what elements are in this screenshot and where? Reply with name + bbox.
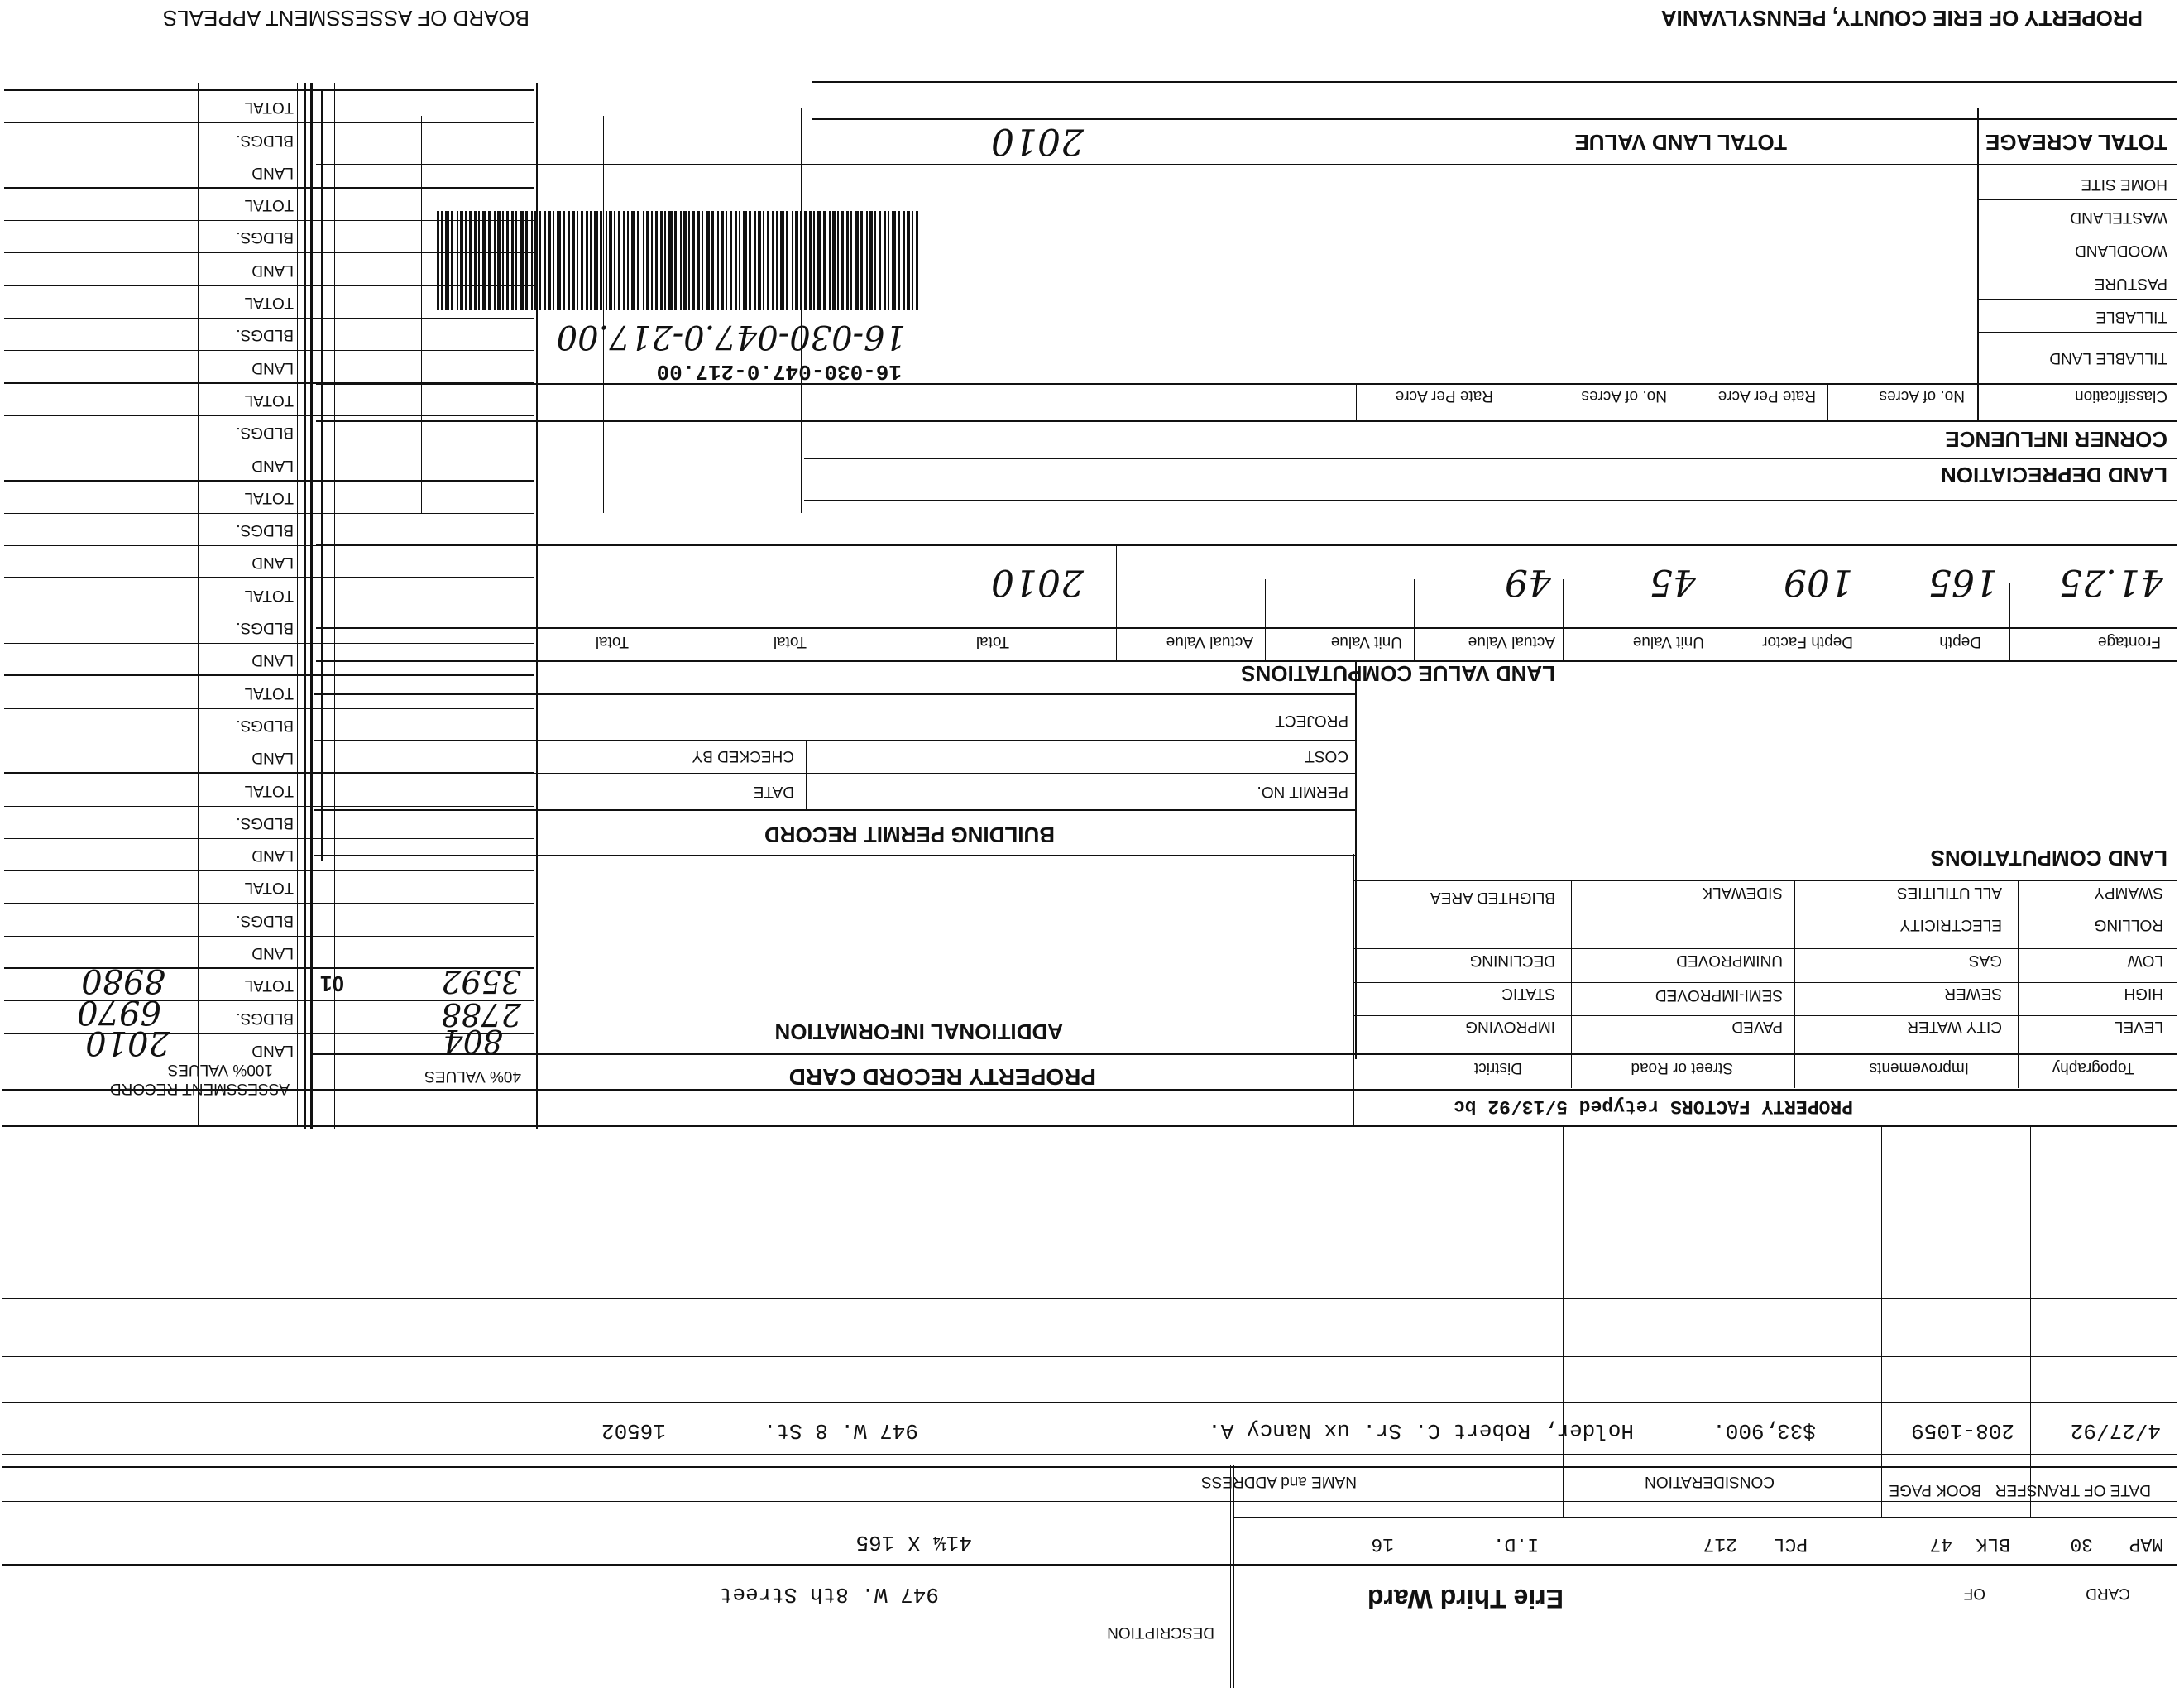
- barcode-bar: [627, 211, 629, 310]
- assessment-row-label: BLDGS.: [236, 911, 294, 929]
- lv-col-total-2: Total: [773, 633, 807, 650]
- assessment-row-label: TOTAL: [244, 488, 294, 506]
- property-factors-title: PROPERTY FACTORS retyped 5/13/92 bc: [1453, 1096, 1853, 1117]
- assessment-row-label: TOTAL: [244, 586, 294, 604]
- street-paved: PAVED: [1731, 1018, 1783, 1035]
- id-label: I.D.: [1492, 1533, 1539, 1555]
- barcode-bar: [643, 211, 644, 310]
- barcode-bar: [869, 211, 873, 310]
- acreage-row-woodland: WOODLAND: [2075, 242, 2167, 259]
- barcode-bar: [879, 211, 881, 310]
- barcode-bar: [660, 211, 663, 310]
- street-unimproved: UNIMPROVED: [1676, 952, 1783, 969]
- assessment-row-label: LAND: [251, 163, 294, 181]
- barcode-bar: [525, 211, 528, 310]
- barcode-bar: [482, 211, 486, 310]
- transfer-date: 4/27/92: [2070, 1418, 2161, 1443]
- permit-cost-label: COST: [1305, 747, 1348, 765]
- barcode-bar: [465, 211, 467, 310]
- barcode-bar: [786, 211, 788, 310]
- barcode-bar: [916, 211, 918, 310]
- barcode-bar: [743, 211, 747, 310]
- depth-value: 165: [1928, 561, 1998, 603]
- impr-sewer: SEWER: [1944, 985, 2002, 1002]
- card-of-label: OF: [1963, 1585, 1985, 1602]
- barcode-bar: [692, 211, 695, 310]
- assessment-record-label: ASSESSMENT RECORD: [109, 1080, 290, 1097]
- impr-all-utilities: ALL UTILITIES: [1896, 884, 2002, 901]
- building-permit-record-title: BUILDING PERMIT RECORD: [764, 822, 1055, 847]
- barcode-bar: [767, 211, 769, 310]
- lot-dimensions: 41¼ X 165: [855, 1530, 972, 1555]
- barcode-bar: [800, 211, 802, 310]
- barcode-bar: [776, 211, 778, 310]
- assessment-row-label: TOTAL: [244, 294, 294, 312]
- barcode-bar: [841, 211, 844, 310]
- barcode-bar: [445, 211, 449, 310]
- district-blighted: BLIGHTED AREA: [1430, 889, 1555, 906]
- transfer-address: 947 W. 8 St.: [763, 1418, 918, 1443]
- additional-information-title: ADDITIONAL INFORMATION: [774, 1019, 1063, 1044]
- barcode-bar: [606, 211, 607, 310]
- factor-heading-improvements: Improvements: [1869, 1059, 1969, 1077]
- assessment-row-label: LAND: [251, 1042, 294, 1059]
- ward-name: Erie Third Ward: [1367, 1584, 1564, 1614]
- acreage-row-pasture: PASTURE: [2094, 275, 2167, 292]
- acreage-col-classification: Classification: [2075, 387, 2167, 405]
- assessment-row-label: LAND: [251, 651, 294, 669]
- values-40-label: 40% VALUES: [424, 1067, 521, 1085]
- transfer-heading-consideration: CONSIDERATION: [1645, 1473, 1774, 1490]
- barcode-bar: [903, 211, 905, 310]
- barcode-bar: [572, 211, 575, 310]
- lv-col-total-1: Total: [975, 633, 1009, 650]
- transfer-heading-name: NAME and ADDRESS: [1201, 1473, 1357, 1490]
- barcode-bar: [651, 211, 653, 310]
- barcode-bar: [568, 211, 570, 310]
- barcode-bar: [683, 211, 687, 310]
- barcode-bar: [749, 211, 751, 310]
- barcode-bar: [721, 211, 724, 310]
- assessment-row-label: LAND: [251, 456, 294, 474]
- lv-col-actual-value-2: Actual Value: [1166, 633, 1253, 650]
- barcode-bar: [600, 211, 602, 310]
- barcode-bar: [795, 211, 798, 310]
- topo-high: HIGH: [2124, 985, 2163, 1002]
- barcode-bar: [846, 211, 849, 310]
- assessment-row-line: [4, 253, 534, 254]
- assessment-bldgs: 6970: [77, 993, 161, 1031]
- assessment-row-line: [4, 285, 534, 286]
- barcode-bar: [823, 211, 826, 310]
- topo-rolling: ROLLING: [2094, 916, 2163, 933]
- barcode-bar: [655, 211, 658, 310]
- assessment-row-label: TOTAL: [244, 976, 294, 995]
- topo-level: LEVEL: [2114, 1018, 2163, 1035]
- barcode-bar: [637, 211, 639, 310]
- assessment-row-line: [4, 187, 534, 189]
- values-100-label: 100% VALUES: [167, 1061, 273, 1078]
- assessment-row-line: [4, 1000, 534, 1001]
- corner-influence-label: CORNER INFLUENCE: [1945, 427, 2167, 452]
- lv-col-total-3: Total: [595, 633, 629, 650]
- district-static: STATIC: [1502, 985, 1555, 1002]
- barcode-bar: [511, 211, 514, 310]
- barcode-bar: [706, 211, 710, 310]
- impr-gas: GAS: [1968, 952, 2002, 969]
- assessment-row-line: [4, 513, 534, 514]
- barcode-bar: [581, 211, 583, 310]
- land-value-computations-title: LAND VALUE COMPUTATIONS: [1241, 661, 1555, 686]
- assessment-row-label: BLDGS.: [236, 131, 294, 149]
- barcode-bar: [515, 211, 517, 310]
- assessment-row-line: [4, 1033, 534, 1034]
- barcode-bar: [531, 211, 533, 310]
- total-land-value-label: TOTAL LAND VALUE: [1574, 130, 1787, 155]
- barcode-bar: [874, 211, 876, 310]
- assessment-row-line: [4, 708, 534, 709]
- assessment-row-line: [4, 772, 534, 774]
- assessment-row-label: BLDGS.: [236, 228, 294, 247]
- barcode-bar: [866, 211, 868, 310]
- barcode-bar: [586, 211, 588, 310]
- street-sidewalk: SIDEWALK: [1702, 884, 1783, 901]
- id-value: 16: [1371, 1533, 1394, 1555]
- assessment-row-line: [4, 122, 534, 123]
- depth-factor-value: 109: [1784, 561, 1853, 603]
- actual-value-value: 49: [1505, 561, 1551, 603]
- acreage-row-tillable: TILLABLE: [2095, 308, 2167, 325]
- land-total-value: 2010: [991, 561, 1084, 603]
- transfer-book-page: 208-1059: [1911, 1418, 2014, 1443]
- barcode-bar: [884, 211, 886, 310]
- lv-col-depth-factor: Depth Factor: [1762, 633, 1853, 650]
- barcode-bar: [544, 211, 546, 310]
- barcode-bar: [494, 211, 496, 310]
- assessment-row-label: LAND: [251, 554, 294, 572]
- parcel-number-handwritten: 16-030-047.0-217.00: [556, 318, 906, 356]
- barcode-bar: [697, 211, 700, 310]
- barcode-bar: [614, 211, 615, 310]
- assessment-row-line: [4, 643, 534, 644]
- assessment-row-label: BLDGS.: [236, 1009, 294, 1027]
- values-40-code: 01: [320, 971, 344, 996]
- transfer-heading-book: BOOK PAGE: [1889, 1481, 1981, 1499]
- land-computations-title: LAND COMPUTATIONS: [1930, 846, 2167, 870]
- barcode-bar: [664, 211, 666, 310]
- parcel-barcode: [430, 211, 918, 310]
- permit-project-label: PROJECT: [1275, 712, 1348, 729]
- assessment-row-line: [4, 89, 534, 91]
- barcode-bar: [577, 211, 578, 310]
- assessment-row-label: BLDGS.: [236, 717, 294, 734]
- barcode-bar: [758, 211, 761, 310]
- barcode-bar: [813, 211, 815, 310]
- barcode-bar: [711, 211, 714, 310]
- assessment-row-label: LAND: [251, 846, 294, 865]
- map-label: MAP: [2129, 1533, 2163, 1555]
- parcel-number-typed: 16-030-047.0-217.00: [656, 359, 902, 384]
- factor-heading-street: Street or Road: [1631, 1059, 1733, 1077]
- assessment-row-line: [4, 936, 534, 937]
- topo-low: LOW: [2127, 952, 2163, 969]
- barcode-bar: [590, 211, 592, 310]
- barcode-bar: [553, 211, 554, 310]
- card-label: CARD: [2086, 1585, 2130, 1602]
- barcode-bar: [735, 211, 737, 310]
- barcode-bar: [460, 211, 463, 310]
- unit-value-value: 45: [1650, 561, 1696, 603]
- assessment-row-line: [4, 415, 534, 416]
- assessment-row-label: TOTAL: [244, 196, 294, 214]
- barcode-bar: [763, 211, 764, 310]
- transfer-name: Holder, Robert C. Sr. ux Nancy A.: [1208, 1418, 1634, 1443]
- barcode-bar: [563, 211, 565, 310]
- barcode-bar: [680, 211, 682, 310]
- description-label: DESCRIPTION: [1107, 1623, 1214, 1641]
- assessment-row-label: BLDGS.: [236, 326, 294, 344]
- assessment-row-label: BLDGS.: [236, 619, 294, 637]
- permit-date-label: DATE: [753, 783, 794, 800]
- assessment-row-label: TOTAL: [244, 879, 294, 897]
- barcode-bar: [780, 211, 784, 310]
- assessment-land: 2010: [85, 1024, 170, 1062]
- barcode-bar: [609, 211, 612, 310]
- frontage-value: 41.25: [2059, 561, 2163, 603]
- blk-value: 47: [1929, 1533, 1952, 1555]
- barcode-bar: [474, 211, 477, 310]
- acreage-col-acres-1: No. of Acres: [1879, 387, 1965, 405]
- barcode-bar: [792, 211, 793, 310]
- total-acreage-label: TOTAL ACREAGE: [1985, 130, 2167, 155]
- assessment-row-label: BLDGS.: [236, 424, 294, 442]
- barcode-bar: [888, 211, 889, 310]
- barcode-bar: [520, 211, 524, 310]
- barcode-bar: [437, 211, 439, 310]
- barcode-bar: [832, 211, 836, 310]
- topo-swampy: SWAMPY: [2094, 884, 2163, 901]
- assessment-total: 8980: [81, 961, 165, 1000]
- assessment-row-line: [4, 870, 534, 871]
- assessment-row-label: BLDGS.: [236, 521, 294, 539]
- barcode-bar: [478, 211, 480, 310]
- transfer-zip: 16502: [601, 1418, 666, 1443]
- barcode-bar: [898, 211, 900, 310]
- barcode-bar: [631, 211, 635, 310]
- assessment-row-line: [4, 838, 534, 839]
- barcode-bar: [726, 211, 727, 310]
- lv-col-actual-value-1: Actual Value: [1468, 633, 1555, 650]
- values-40-land: 804: [443, 1023, 503, 1059]
- barcode-bar: [469, 211, 472, 310]
- barcode-bar: [717, 211, 719, 310]
- lv-col-unit-value-2: Unit Value: [1330, 633, 1402, 650]
- barcode-bar: [702, 211, 703, 310]
- pcl-value: 217: [1703, 1533, 1737, 1555]
- assessment-row-label: LAND: [251, 749, 294, 767]
- assessment-row-label: TOTAL: [244, 781, 294, 799]
- acreage-row-tillable-land: TILLABLE LAND: [2049, 349, 2167, 367]
- barcode-bar: [502, 211, 504, 310]
- barcode-bar: [817, 211, 821, 310]
- barcode-bar: [850, 211, 852, 310]
- acreage-col-rate-2: Rate Per Acre: [1395, 387, 1493, 405]
- assessment-row-label: TOTAL: [244, 391, 294, 409]
- assessment-row-line: [4, 578, 534, 579]
- assessment-row-line: [4, 318, 534, 319]
- barcode-bar: [855, 211, 859, 310]
- property-record-card-title: PROPERTY RECORD CARD: [788, 1064, 1096, 1090]
- barcode-bar: [860, 211, 863, 310]
- lv-col-unit-value-1: Unit Value: [1632, 633, 1704, 650]
- assessment-row-label: BLDGS.: [236, 813, 294, 832]
- acreage-row-wasteland: WASTELAND: [2070, 209, 2167, 226]
- barcode-bar: [688, 211, 690, 310]
- barcode-bar: [618, 211, 620, 310]
- acreage-col-rate-1: Rate Per Acre: [1717, 387, 1816, 405]
- barcode-bar: [497, 211, 500, 310]
- acreage-row-home-site: HOME SITE: [2081, 175, 2167, 193]
- barcode-bar: [539, 211, 541, 310]
- impr-electricity: ELECTRICITY: [1899, 916, 2002, 933]
- barcode-bar: [623, 211, 625, 310]
- barcode-bar: [557, 211, 561, 310]
- barcode-bar: [804, 211, 807, 310]
- factor-heading-topography: Topography: [2052, 1059, 2134, 1077]
- barcode-bar: [892, 211, 896, 310]
- lv-col-frontage: Frontage: [2097, 633, 2161, 650]
- barcode-bar: [772, 211, 774, 310]
- permit-number-label: PERMIT NO.: [1257, 783, 1348, 800]
- transfer-consideration: $33,900.: [1712, 1418, 1816, 1443]
- barcode-bar: [594, 211, 598, 310]
- blk-label: BLK: [1976, 1533, 2010, 1555]
- barcode-bar: [730, 211, 732, 310]
- pcl-label: PCL: [1773, 1533, 1808, 1555]
- district-improving: IMPROVING: [1465, 1018, 1555, 1035]
- assessment-row-line: [4, 674, 534, 676]
- property-of-header: PROPERTY OF ERIE COUNTY, PENNSYLVANIA: [1660, 6, 2143, 31]
- barcode-bar: [646, 211, 649, 310]
- barcode-bar: [829, 211, 831, 310]
- barcode-bar: [668, 211, 673, 310]
- barcode-bar: [739, 211, 740, 310]
- board-header: BOARD OF ASSESSMENT APPEALS: [162, 6, 529, 31]
- impr-city-water: CITY WATER: [1907, 1018, 2002, 1035]
- barcode-bar: [506, 211, 509, 310]
- assessment-row-line: [4, 382, 534, 384]
- barcode-bar: [674, 211, 677, 310]
- assessment-row-label: TOTAL: [244, 683, 294, 702]
- street-semi-improved: SEMI-IMPROVED: [1655, 986, 1783, 1004]
- street-description: 947 W. 8th Street: [719, 1582, 939, 1607]
- total-land-value-year: 2010: [991, 120, 1084, 162]
- district-declining: DECLINING: [1469, 952, 1555, 969]
- assessment-row-label: LAND: [251, 261, 294, 279]
- acreage-col-acres-2: No. of Acres: [1581, 387, 1667, 405]
- assessment-row-line: [4, 480, 534, 482]
- barcode-bar: [809, 211, 812, 310]
- barcode-bar: [457, 211, 458, 310]
- lv-col-depth: Depth: [1939, 633, 1981, 650]
- barcode-bar: [907, 211, 910, 310]
- barcode-bar: [548, 211, 551, 310]
- barcode-bar: [441, 211, 443, 310]
- values-40-total: 3592: [441, 963, 521, 1000]
- values-40-bldgs: 2788: [441, 996, 521, 1033]
- assessment-row-label: LAND: [251, 944, 294, 962]
- permit-checked-by-label: CHECKED BY: [692, 747, 794, 765]
- assessment-row-label: TOTAL: [244, 98, 294, 117]
- barcode-bar: [912, 211, 913, 310]
- barcode-graphic: [430, 211, 918, 310]
- assessment-row-line: [4, 350, 534, 351]
- barcode-bar: [837, 211, 839, 310]
- barcode-bar: [451, 211, 453, 310]
- factor-heading-district: District: [1473, 1059, 1522, 1077]
- barcode-bar: [488, 211, 491, 310]
- barcode-bar: [754, 211, 756, 310]
- assessment-row-line: [4, 967, 534, 969]
- transfer-heading-date: DATE OF TRANSFER: [1995, 1481, 2151, 1499]
- assessment-row-line: [4, 220, 534, 221]
- land-depreciation-label: LAND DEPRECIATION: [1941, 463, 2167, 487]
- assessment-row-label: LAND: [251, 358, 294, 376]
- map-value: 30: [2070, 1533, 2093, 1555]
- assessment-row-line: [4, 806, 534, 807]
- assessment-row-line: [4, 545, 534, 546]
